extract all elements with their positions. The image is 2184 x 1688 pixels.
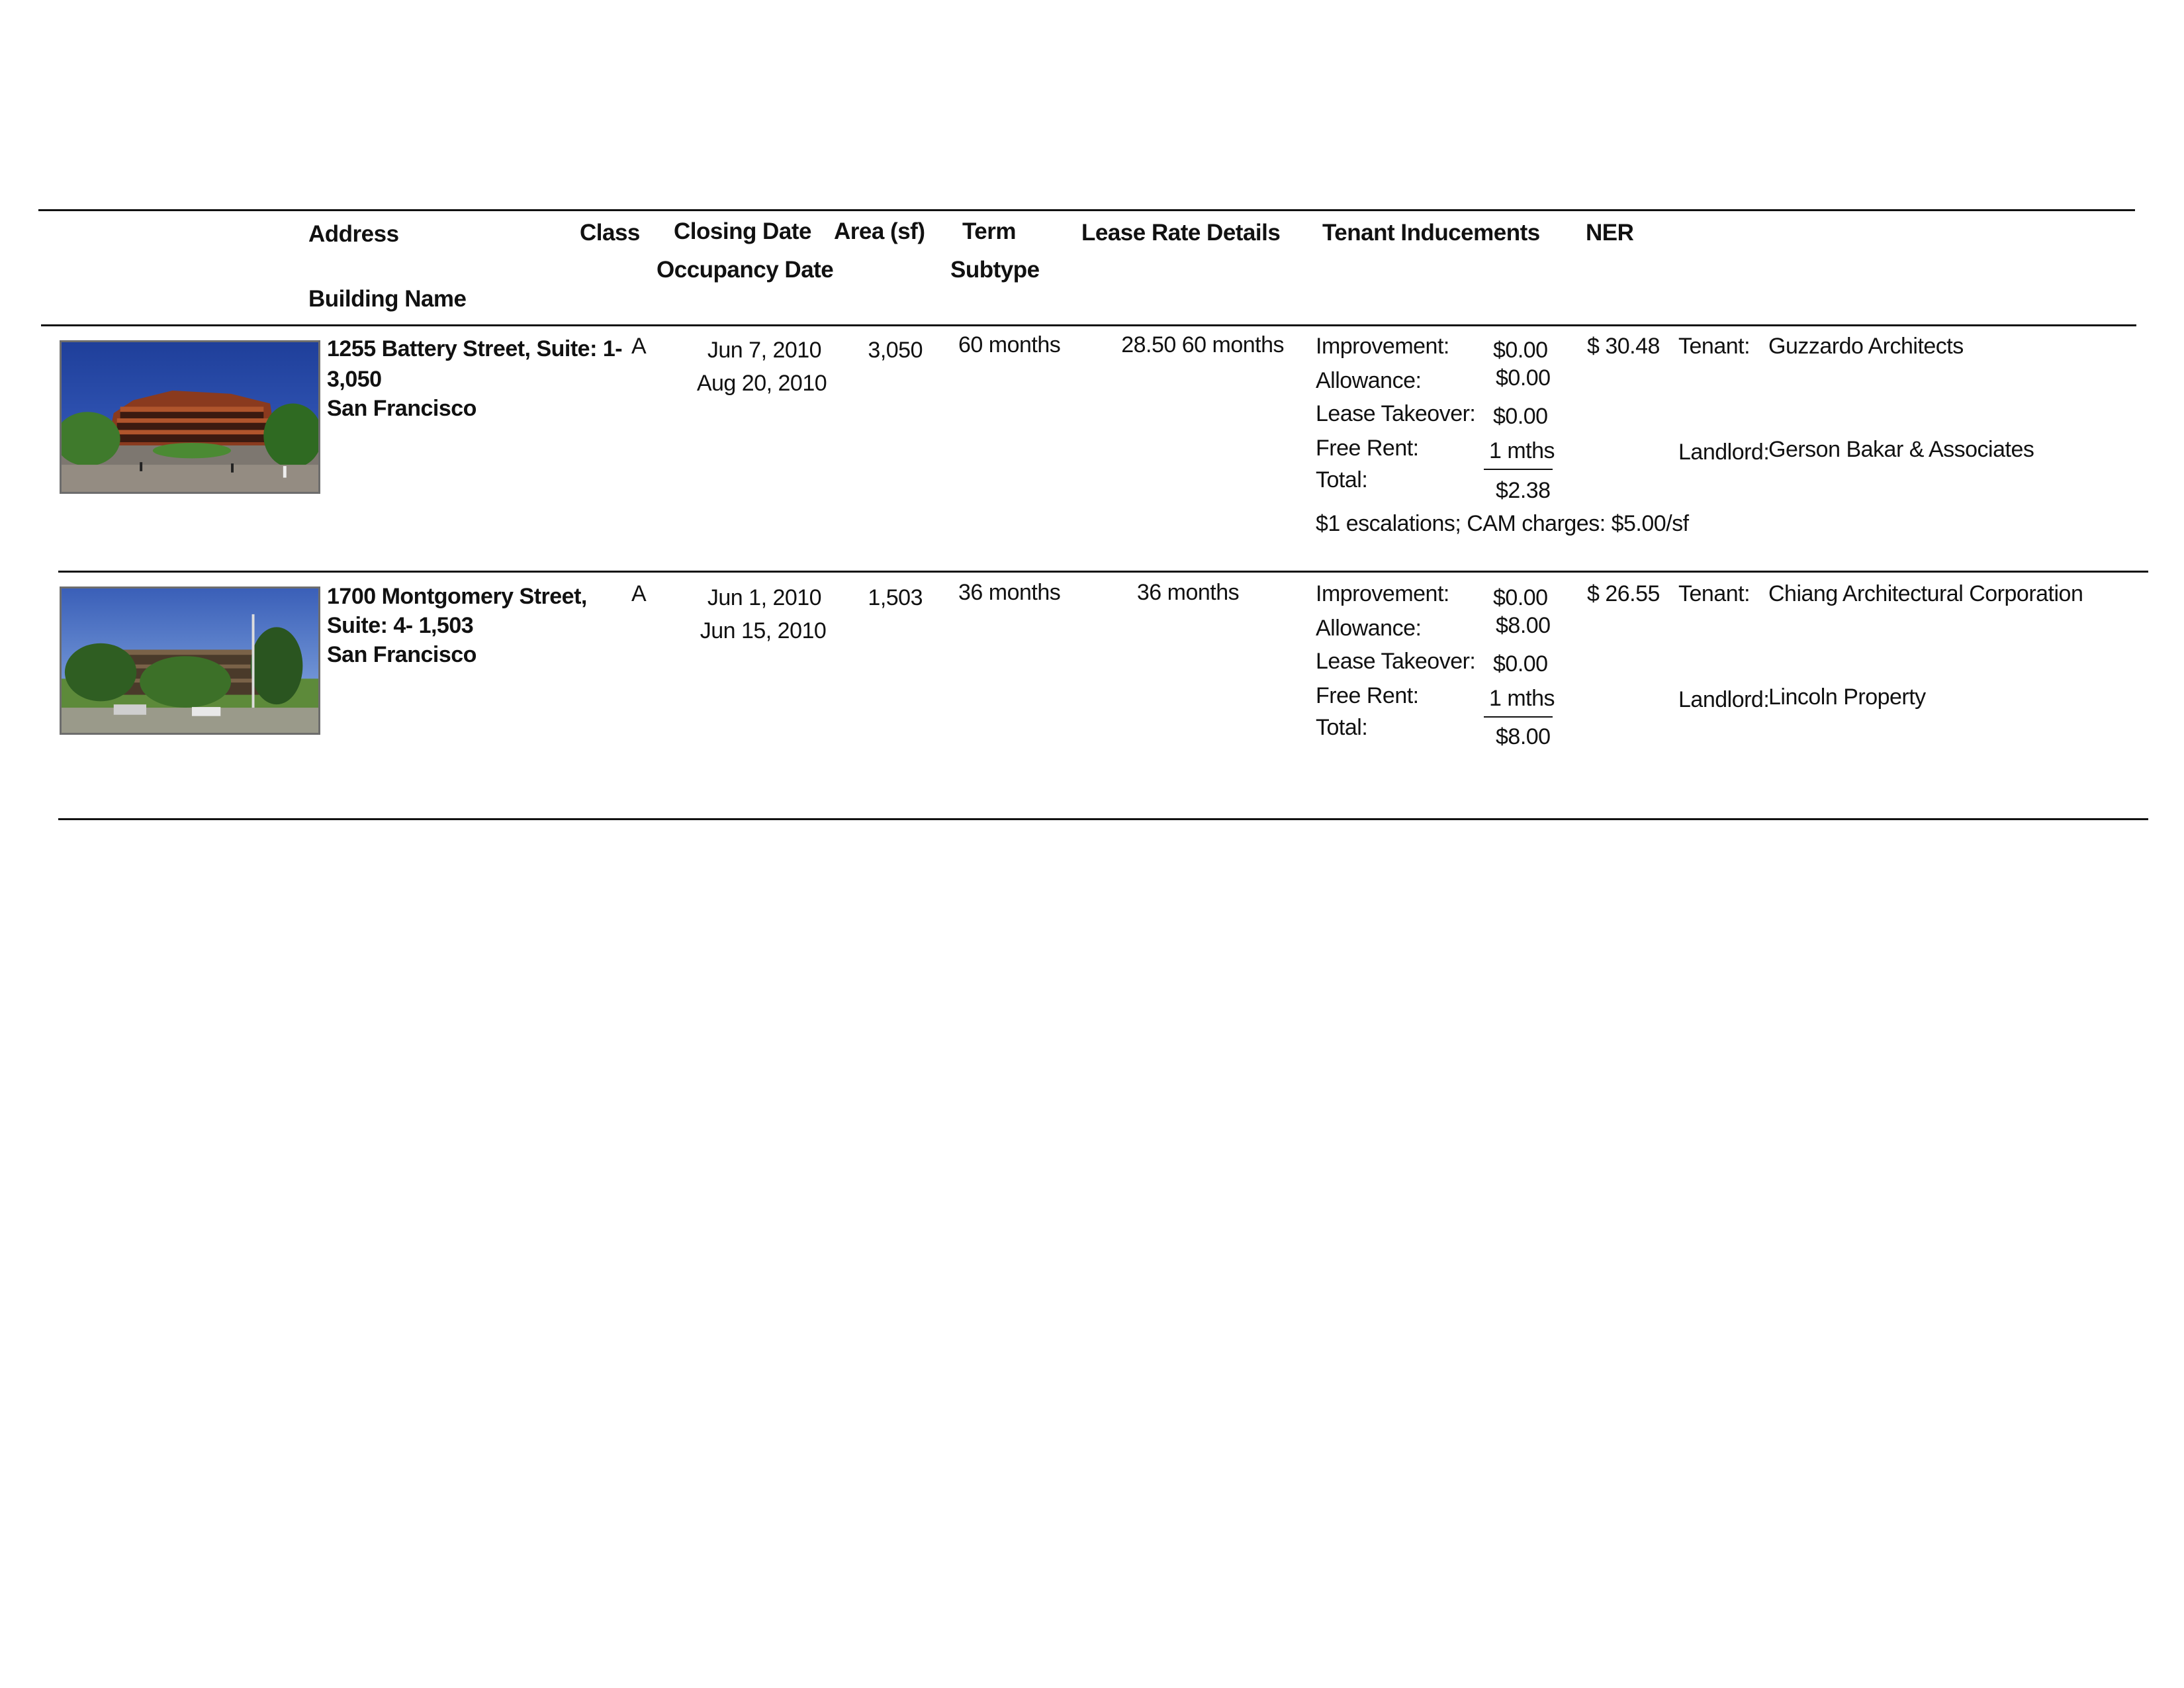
free-rent-value: 1 mths: [1489, 686, 1555, 711]
header-term: Term: [962, 218, 1016, 244]
lease-rate-value: 28.50 60 months: [1121, 332, 1284, 357]
lease-takeover-label: Lease Takeover:: [1316, 401, 1476, 426]
improvement-label: Improvement:: [1316, 581, 1449, 606]
header-building-name: Building Name: [308, 286, 467, 312]
landlord-label: Landlord:: [1678, 440, 1770, 465]
closing-date-value: Jun 1, 2010: [707, 585, 822, 610]
allowance-value: $0.00: [1496, 365, 1551, 391]
improvement-value: $0.00: [1493, 585, 1548, 610]
tenant-label: Tenant:: [1678, 334, 1751, 359]
header-subtype: Subtype: [950, 257, 1040, 283]
landlord-name: Lincoln Property: [1768, 684, 1926, 710]
improvement-value: $0.00: [1493, 338, 1548, 363]
lease-takeover-value: $0.00: [1493, 404, 1548, 429]
ner-value: $ 26.55: [1587, 581, 1660, 606]
header-top-rule: [38, 209, 2135, 211]
improvement-label: Improvement:: [1316, 334, 1449, 359]
city: San Francisco: [327, 396, 477, 421]
class-value: A: [631, 334, 647, 359]
class-value: A: [631, 581, 647, 606]
lease-takeover-value: $0.00: [1493, 651, 1548, 677]
tenant-name: Chiang Architectural Corporation: [1768, 581, 2083, 606]
landlord-name: Gerson Bakar & Associates: [1768, 437, 2034, 462]
header-area: Area (sf): [834, 218, 925, 244]
table-bottom-rule: [58, 818, 2148, 820]
tenant-label: Tenant:: [1678, 581, 1751, 606]
city: San Francisco: [327, 642, 477, 667]
header-ner: NER: [1586, 220, 1634, 246]
row-divider: [58, 571, 2148, 573]
term-value: 36 months: [958, 580, 1061, 605]
lease-note: $1 escalations; CAM charges: $5.00/sf: [1316, 511, 1689, 536]
total-value: $2.38: [1496, 478, 1551, 503]
allowance-value: $8.00: [1496, 613, 1551, 638]
total-underline: [1484, 716, 1553, 718]
header-lease-rate-details: Lease Rate Details: [1081, 220, 1281, 246]
building-photo: [60, 340, 320, 494]
header-closing-date: Closing Date: [674, 218, 811, 244]
landlord-label: Landlord:: [1678, 687, 1770, 712]
total-label: Total:: [1316, 467, 1368, 492]
ner-value: $ 30.48: [1587, 334, 1660, 359]
free-rent-value: 1 mths: [1489, 438, 1555, 463]
total-value: $8.00: [1496, 724, 1551, 749]
header-bottom-rule: [41, 324, 2136, 326]
address-line: 1700 Montgomery Street,: [327, 584, 587, 609]
occupancy-date-value: Jun 15, 2010: [700, 618, 827, 643]
lease-rate-value: 36 months: [1136, 580, 1240, 605]
address-suite: Suite: 4- 1,503: [327, 613, 474, 638]
area-value: 3,050: [868, 338, 923, 363]
header-class: Class: [580, 220, 640, 246]
allowance-label: Allowance:: [1316, 368, 1422, 393]
free-rent-label: Free Rent:: [1316, 436, 1419, 461]
term-value: 60 months: [958, 332, 1061, 357]
total-underline: [1484, 469, 1553, 470]
free-rent-label: Free Rent:: [1316, 683, 1419, 708]
address-line: 1255 Battery Street, Suite: 1-: [327, 336, 623, 361]
address-suite: 3,050: [327, 367, 382, 392]
header-address: Address: [308, 221, 399, 247]
area-value: 1,503: [868, 585, 923, 610]
allowance-label: Allowance:: [1316, 616, 1422, 641]
closing-date-value: Jun 7, 2010: [707, 338, 822, 363]
tenant-name: Guzzardo Architects: [1768, 334, 1964, 359]
header-occupancy-date: Occupancy Date: [657, 257, 834, 283]
total-label: Total:: [1316, 715, 1368, 740]
lease-takeover-label: Lease Takeover:: [1316, 649, 1476, 674]
building-photo: [60, 586, 320, 735]
header-tenant-inducements: Tenant Inducements: [1322, 220, 1540, 246]
occupancy-date-value: Aug 20, 2010: [696, 371, 827, 396]
